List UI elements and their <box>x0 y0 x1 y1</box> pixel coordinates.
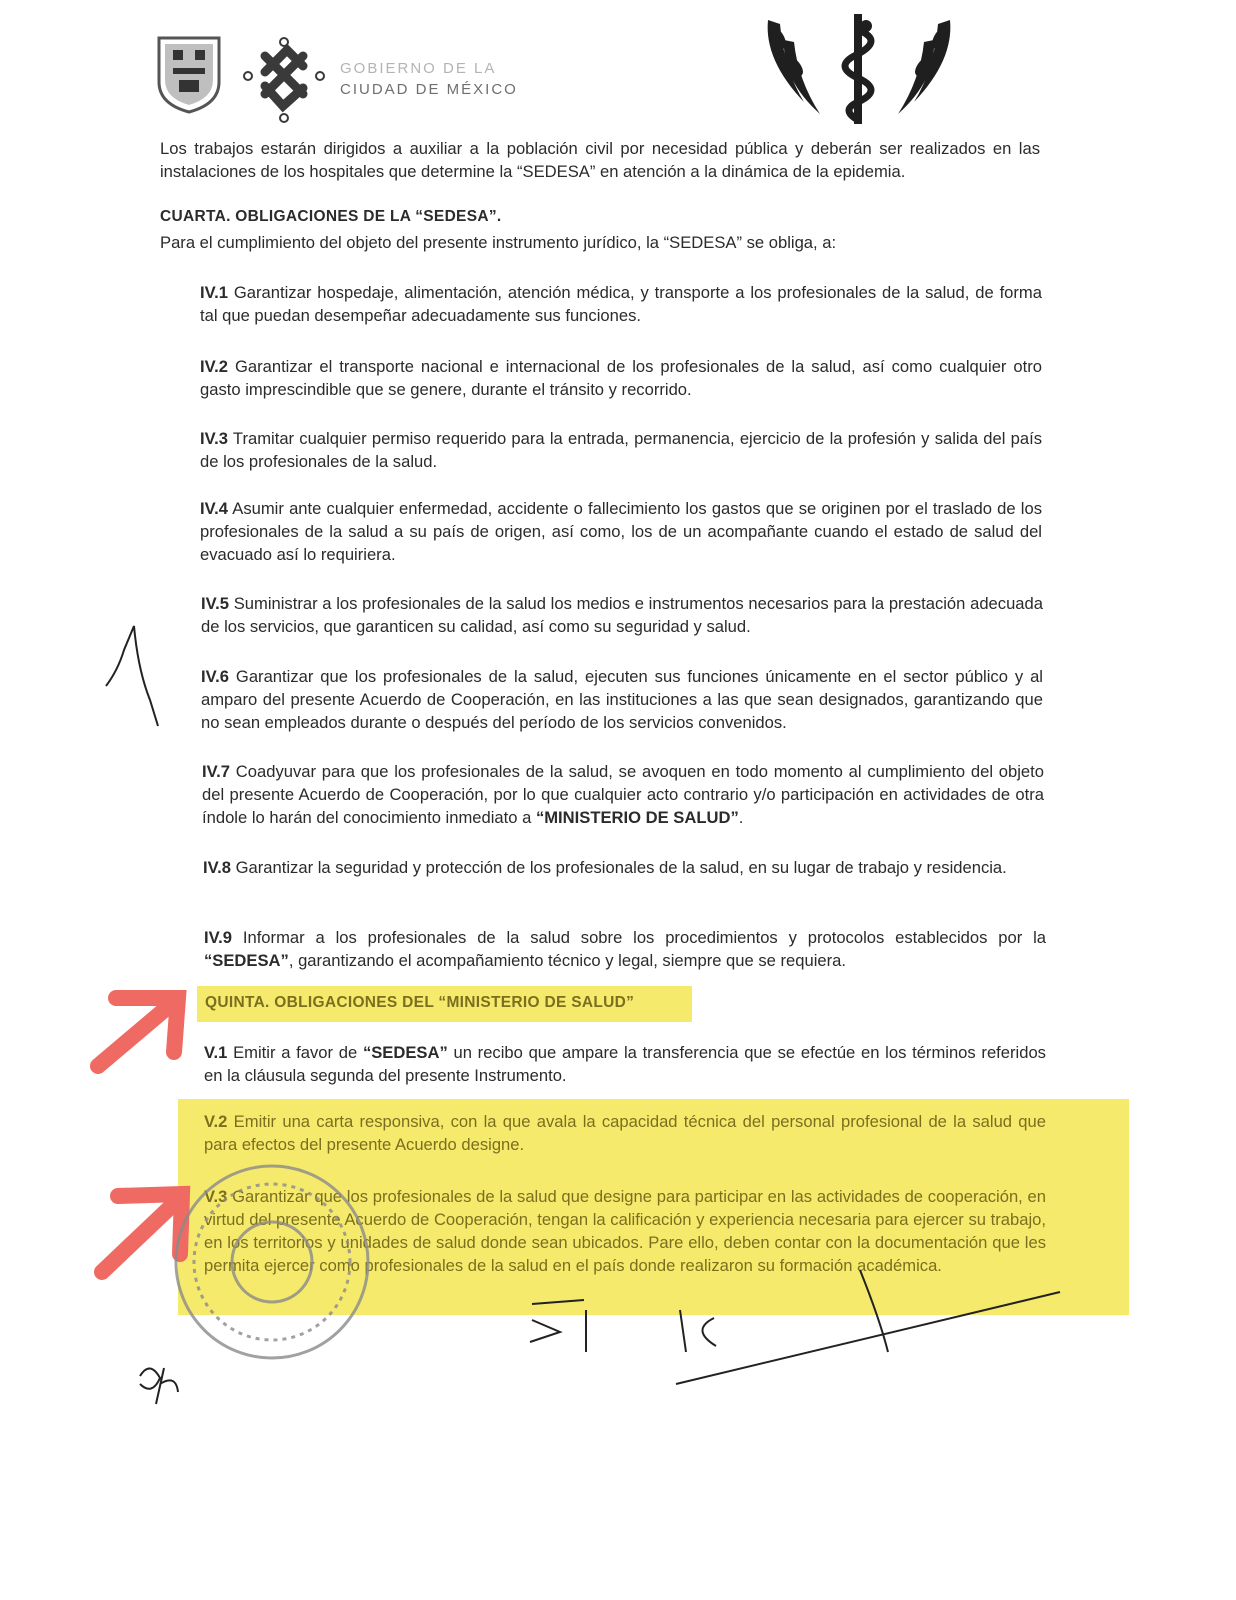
item-number: IV.1 <box>200 283 228 302</box>
item-bold-text: “MINISTERIO DE SALUD” <box>535 808 739 827</box>
item-number: IV.2 <box>200 357 228 376</box>
clause-item-v3 <box>204 1185 1046 1277</box>
item-text: Informar a los profesionales de la salud sobre los procedimientos y protocolos establecidos por la <box>242 928 1046 947</box>
item-number: IV.5 <box>201 594 229 613</box>
clause-item-iv5 <box>201 592 1043 638</box>
item-number: IV.8 <box>203 858 231 877</box>
item-number: V.3 <box>204 1187 228 1206</box>
clause-item-iv9 <box>204 926 1046 972</box>
item-text: Garantizar el transporte nacional e internacional de los profesionales de la salud, así como cualquier otro gasto imprescindible que se genere, durante el tránsito y recorrido. <box>200 357 1042 399</box>
item-bold-text: “SEDESA” <box>204 951 289 970</box>
item-number: IV.7 <box>202 762 230 781</box>
government-name-line1: GOBIERNO DE LA <box>340 60 497 77</box>
item-number: IV.9 <box>204 928 232 947</box>
clause-item-v1 <box>204 1041 1046 1087</box>
item-text: Garantizar que los profesionales de la salud que designe para participar en las actividades de cooperación, en virtud del presente Acuerdo de Cooperación, tengan la calificación y experiencia necesaria para ejercer su trabajo, en los territorios y unidades de salud donde sean ubicados. Pare ello, deben contar con la documentación que les permita ejercer como profesionales de la salud en el país donde realizaron su formación académica. <box>204 1187 1046 1275</box>
item-text: Asumir ante cualquier enfermedad, accidente o fallecimiento los gastos que se originen por el traslado de los profesionales de la salud a su país de origen, así como, los de un acompañante cuando el estado de salud del evacuado así lo requiriera. <box>200 499 1042 564</box>
intro-paragraph: Los trabajos estarán dirigidos a auxiliar a la población civil por necesidad pública y deberán ser realizados en las instalaciones de los hospitales que determine la “SEDESA” en atención a la dinámica de la epidemia. <box>160 139 1040 181</box>
red-arrow-icon <box>102 1194 182 1272</box>
government-name-line2: CIUDAD DE MÉXICO <box>340 81 518 98</box>
item-text-end: . <box>738 808 744 827</box>
item-text: Coadyuvar para que los profesionales de la salud, se avoquen en todo momento al cumplimiento del objeto del presente Acuerdo de Cooperación, por lo que cualquier acto contrario y/o participación en actividades de otra índole lo harán del conocimiento inmediato a <box>202 762 1044 827</box>
clause-item-iv3 <box>200 427 1042 473</box>
item-text: Suministrar a los profesionales de la salud los medios e instrumentos necesarios para la prestación adecuada de los servicios, que garanticen su calidad, así como su seguridad y salud. <box>201 594 1043 636</box>
item-number: V.2 <box>204 1112 228 1131</box>
item-text: Emitir a favor de <box>233 1043 363 1062</box>
health-ministry-emblem-logo <box>754 10 964 128</box>
clause-item-iv1 <box>200 281 1042 327</box>
item-text: Emitir una carta responsiva, con la que avala la capacidad técnica del personal profesional de la salud que para efectos del presente Acuerdo designe. <box>204 1112 1046 1154</box>
clause-item-iv8 <box>203 856 1045 879</box>
cdmx-coat-of-arms-logo <box>155 34 223 114</box>
clause-item-iv7 <box>202 760 1044 829</box>
clause-cuarta-title: CUARTA. OBLIGACIONES DE LA “SEDESA”. <box>160 208 502 225</box>
government-name <box>340 58 518 100</box>
item-text: Tramitar cualquier permiso requerido para la entrada, permanencia, ejercicio de la profesión y salida del país de los profesionales de la salud. <box>200 429 1042 471</box>
item-number: IV.4 <box>200 499 228 518</box>
clause-item-iv4 <box>200 497 1042 566</box>
item-text: Garantizar hospedaje, alimentación, atención médica, y transporte a los profesionales de la salud, de forma tal que puedan desempeñar adecuadamente sus funciones. <box>200 283 1042 325</box>
item-text-end: , garantizando el acompañamiento técnico y legal, siempre que se requiera. <box>288 951 846 970</box>
item-text-end: un recibo que ampare la transferencia que se efectúe en los términos referidos en la cláusula segunda del presente Instrumento. <box>204 1043 1046 1085</box>
cdmx-government-logo <box>243 36 325 124</box>
item-text: Garantizar la seguridad y protección de los profesionales de la salud, en su lugar de trabajo y residencia. <box>235 858 1007 877</box>
item-number: IV.3 <box>200 429 228 448</box>
clause-cuarta-intro: Para el cumplimiento del objeto del presente instrumento jurídico, la “SEDESA” se obliga, a: <box>160 233 837 252</box>
item-bold-text: “SEDESA” <box>362 1043 448 1062</box>
item-number: IV.6 <box>201 667 229 686</box>
red-arrow-icon <box>98 998 178 1066</box>
clause-item-iv2 <box>200 355 1042 401</box>
item-text: Garantizar que los profesionales de la salud, ejecuten sus funciones únicamente en el sector público y al amparo del presente Acuerdo de Cooperación, en las instituciones a las que sean designados, garantizando que no sean empleados durante o después del período de los servicios convenidos. <box>201 667 1043 732</box>
item-number: V.1 <box>204 1043 228 1062</box>
clause-item-v2 <box>204 1110 1046 1156</box>
clause-item-iv6 <box>201 665 1043 734</box>
clause-quinta-title: QUINTA. OBLIGACIONES DEL “MINISTERIO DE SALUD” <box>205 994 635 1011</box>
